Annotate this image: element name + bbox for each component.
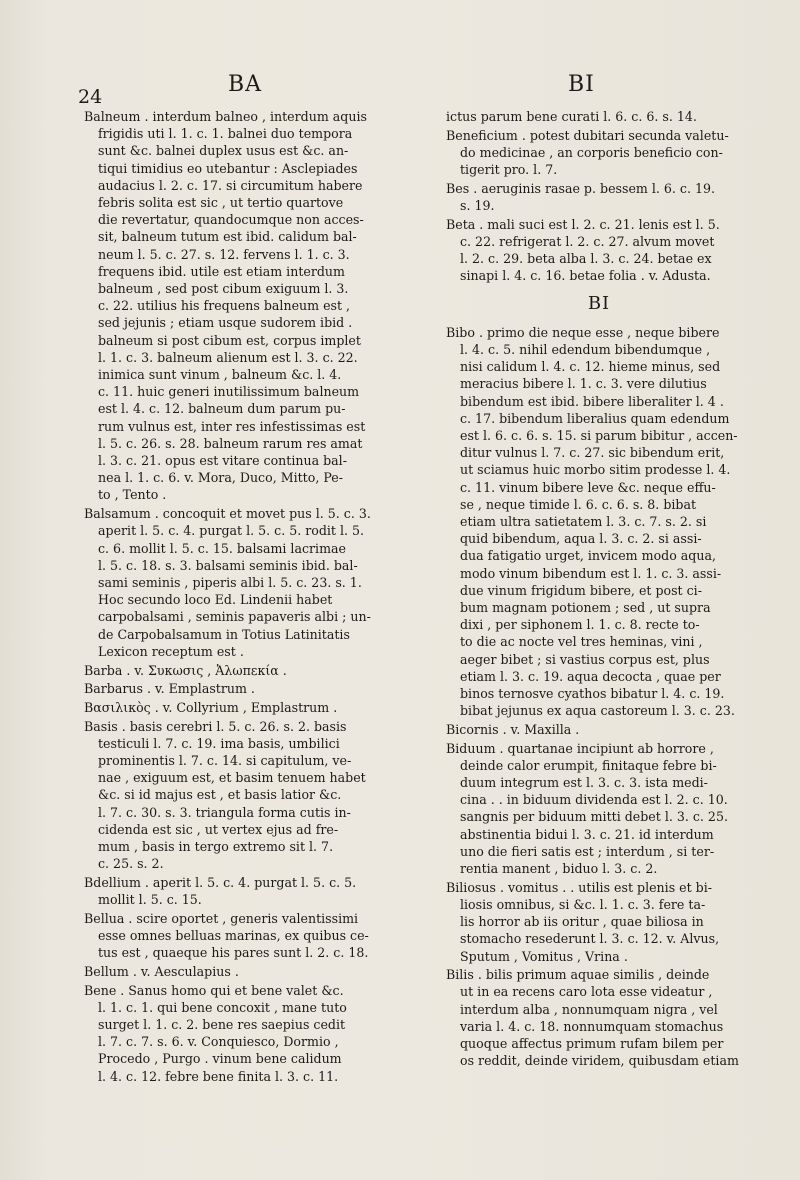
entry-line: aeger bibet ; si vastius corpus est, plus <box>460 651 710 667</box>
entry-line: meracius bibere l. 1. c. 3. vere dilutius <box>460 376 707 392</box>
entry-line: nisi calidum l. 4. c. 12. hieme minus, sed <box>460 359 721 375</box>
entry-line: lis horror ab iis oritur , quae biliosa in <box>460 914 704 930</box>
dictionary-entry <box>446 108 752 125</box>
entry-headword: Bilis <box>446 967 474 983</box>
entry-line: os reddit, deinde viridem, quibusdam etiam <box>460 1053 739 1069</box>
entry-line: . potest dubitari secunda valetu- <box>521 127 729 143</box>
entry-line: . aperit l. 5. c. 4. purgat l. 5. c. 5. <box>144 874 357 890</box>
entry-line: balneum si post cibum est, corpus implet <box>98 332 361 348</box>
entry-line: do medicinae , an corporis beneficio con- <box>460 144 723 160</box>
entry-line: l. 4. c. 5. nihil edendum bibendumque , <box>460 341 711 357</box>
entry-line: . bilis primum aquae similis , deinde <box>477 967 710 983</box>
entry-line: sed jejunis ; etiam usque sudorem ibid . <box>98 315 353 331</box>
entry-line: tus est , quaeque his pares sunt l. 2. c. 18. <box>98 945 369 961</box>
entry-line: . v. Συκωσις , Ἀλωπεκία . <box>126 662 287 678</box>
entry-line: neum l. 5. c. 27. s. 12. fervens l. 1. c. 3. <box>98 246 350 262</box>
dictionary-entry <box>84 680 390 697</box>
dictionary-entry <box>84 910 390 962</box>
entry-line: febris solita est sic , ut tertio quartove <box>98 195 344 211</box>
entry-line: se , neque timide l. 6. c. 6. s. 8. bibat <box>460 496 697 512</box>
entry-line: surget l. 1. c. 2. bene res saepius cedit <box>98 1017 346 1033</box>
entry-headword: Bes <box>446 180 470 196</box>
dictionary-entry <box>446 966 752 1069</box>
entry-line: . vomitus . . utilis est plenis et bi- <box>499 879 713 895</box>
dictionary-entry <box>84 982 390 1085</box>
entry-line: liosis omnibus, si &c. l. 1. c. 3. fere ta- <box>460 896 706 912</box>
entry-line: . quartanae incipiunt ab horrore , <box>499 740 714 756</box>
entry-line: duum integrum est l. 3. c. 3. ista medi- <box>460 775 708 791</box>
entry-line: . scire oportet , generis valentissimi <box>128 910 359 926</box>
right-column <box>446 108 752 1071</box>
entry-line: Sputum , Vomitus , Vrina . <box>460 948 628 964</box>
entry-line: . aeruginis rasae p. bessem l. 6. c. 19. <box>473 180 715 196</box>
entry-line: est l. 6. c. 6. s. 15. si parum bibitur , accen- <box>460 427 738 443</box>
left-column <box>84 108 390 1086</box>
entry-line: dixi , per siphonem l. 1. c. 8. recte to- <box>460 617 700 633</box>
entry-headword: Barba <box>84 662 123 678</box>
entry-line: frigidis uti l. 1. c. 1. balnei duo tempora <box>98 126 353 142</box>
entry-line: l. 2. c. 29. beta alba l. 3. c. 24. betae ex <box>460 251 712 267</box>
entry-line: rentia manent , biduo l. 3. c. 2. <box>460 861 658 877</box>
entry-line: audacius l. 2. c. 17. si circumitum habere <box>98 177 363 193</box>
entry-line: tiqui timidius eo utebantur : Asclepiades <box>98 160 358 176</box>
entry-line: to , Tento . <box>98 487 167 503</box>
entry-line: c. 6. mollit l. 5. c. 15. balsami lacrimae <box>98 540 346 556</box>
entry-line: . v. Aesculapius . <box>132 963 239 979</box>
entry-line: sinapi l. 4. c. 16. betae folia . v. Adusta. <box>460 268 711 284</box>
dictionary-entry <box>446 324 752 720</box>
entry-headword: Biduum <box>446 740 496 756</box>
entry-line: Procedo , Purgo . vinum bene calidum <box>98 1051 342 1067</box>
entry-line: nea l. 1. c. 6. v. Mora, Duco, Mitto, Pe- <box>98 470 343 486</box>
entry-headword: Barbarus <box>84 681 143 697</box>
dictionary-entry <box>446 127 752 179</box>
entry-line: . basis cerebri l. 5. c. 26. s. 2. basis <box>121 718 347 734</box>
dictionary-entry <box>446 879 752 965</box>
entry-line: l. 5. c. 26. s. 28. balneum rarum res amat <box>98 435 363 451</box>
entry-line: quoque affectus primum rufam bilem per <box>460 1036 724 1052</box>
entry-line: s. 19. <box>460 198 495 214</box>
entry-headword: Beneficium <box>446 127 518 143</box>
dictionary-entry <box>446 216 752 285</box>
right-main-entries <box>446 324 752 1070</box>
running-header-left: BA <box>228 72 263 97</box>
dictionary-entry <box>84 699 390 716</box>
entry-headword: Bellum <box>84 963 129 979</box>
entry-line: mum , basis in tergo extremo sit l. 7. <box>98 839 334 855</box>
entry-line: rum vulnus est, inter res infestissimas est <box>98 418 366 434</box>
entry-line: interdum alba , nonnumquam nigra , vel <box>460 1001 718 1017</box>
entry-line: &c. si id majus est , et basis latior &c. <box>98 787 342 803</box>
entry-line: uno die fieri satis est ; interdum , si ter- <box>460 843 715 859</box>
entry-line: bibendum est ibid. bibere liberaliter l. 4 . <box>460 393 724 409</box>
dictionary-entry <box>84 505 390 660</box>
dictionary-entry <box>446 180 752 214</box>
entry-headword: Βασιλικὸς <box>84 699 151 715</box>
running-header-right: BI <box>568 72 595 97</box>
entry-line: mollit l. 5. c. 15. <box>98 892 202 908</box>
entry-line: dua fatigatio urget, invicem modo aqua, <box>460 548 716 564</box>
entry-line: cina . . in biduum dividenda est l. 2. c. 10. <box>460 792 728 808</box>
entry-line: varia l. 4. c. 18. nonnumquam stomachus <box>460 1018 724 1034</box>
entry-line: deinde calor erumpit, finitaque febre bi- <box>460 757 717 773</box>
entry-line: est l. 4. c. 12. balneum dum parum pu- <box>98 401 346 417</box>
entry-line: abstinentia bidui l. 3. c. 21. id interdum <box>460 826 714 842</box>
entry-line: . primo die neque esse , neque bibere <box>478 324 720 340</box>
entry-headword: Balneum <box>84 109 141 124</box>
entry-line: c. 25. s. 2. <box>98 856 164 872</box>
entry-line: sit, balneum tutum est ibid. calidum bal- <box>98 229 357 245</box>
section-heading: BI <box>587 292 611 314</box>
right-top-entries <box>446 108 752 285</box>
entry-headword: Biliosus <box>446 879 496 895</box>
entry-line: inimica sunt vinum , balneum &c. l. 4. <box>98 367 342 383</box>
entry-line: aperit l. 5. c. 4. purgat l. 5. c. 5. rodit l. 5. <box>98 523 365 539</box>
entry-line: esse omnes belluas marinas, ex quibus ce- <box>98 928 369 944</box>
entry-line: quid bibendum, aqua l. 3. c. 2. si assi- <box>460 531 702 547</box>
entry-line: l. 7. c. 30. s. 3. triangula forma cutis in- <box>98 804 351 820</box>
dictionary-entry <box>446 721 752 738</box>
entry-line: c. 11. huic generi inutilissimum balneum <box>98 384 360 400</box>
entry-line: l. 5. c. 18. s. 3. balsami seminis ibid. bal- <box>98 557 358 573</box>
entry-headword: Basis <box>84 718 118 734</box>
entry-line: Hoc secundo loco Ed. Lindenii habet <box>98 592 333 608</box>
entry-line: bibat jejunus ex aqua castoreum l. 3. c. 23. <box>460 703 735 719</box>
entry-line: l. 7. c. 7. s. 6. v. Conquiesco, Dormio , <box>98 1034 339 1050</box>
entry-line: tigerit pro. l. 7. <box>460 162 558 178</box>
entry-line: modo vinum bibendum est l. 1. c. 3. assi- <box>460 565 722 581</box>
entry-line: sangnis per biduum mitti debet l. 3. c. 25. <box>460 809 728 825</box>
entry-line: l. 1. c. 1. qui bene concoxit , mane tuto <box>98 999 347 1015</box>
page-number: 24 <box>78 86 103 108</box>
entry-line: ictus parum bene curati l. 6. c. 6. s. 14. <box>446 109 697 124</box>
entry-line: . v. Collyrium , Emplastrum . <box>154 699 338 715</box>
entry-headword: Bdellium <box>84 874 141 890</box>
entry-headword: Bicornis <box>446 721 499 737</box>
entry-line: testiculi l. 7. c. 19. ima basis, umbilici <box>98 735 340 751</box>
entry-line: etiam ultra satietatem l. 3. c. 7. s. 2. si <box>460 513 707 529</box>
entry-line: cidenda est sic , ut vertex ejus ad fre- <box>98 821 339 837</box>
entry-headword: Bellua <box>84 910 125 926</box>
entry-line: binos ternosve cyathos bibatur l. 4. c. 19. <box>460 686 725 701</box>
entry-line: carpobalsami , seminis papaveris albi ; un- <box>98 609 371 625</box>
entry-line: due vinum frigidum bibere, et post ci- <box>460 582 702 598</box>
entry-headword: Bene <box>84 982 117 998</box>
entry-line: sunt &c. balnei duplex usus est &c. an- <box>98 143 349 159</box>
entry-line: l. 4. c. 12. febre bene finita l. 3. c. 11. <box>98 1068 339 1084</box>
entry-line: . Sanus homo qui et bene valet &c. <box>120 982 344 998</box>
entry-line: sami seminis , piperis albi l. 5. c. 23. s. 1. <box>98 574 362 590</box>
entry-line: . v. Emplastrum . <box>146 681 255 697</box>
entry-line: stomacho resederunt l. 3. c. 12. v. Alvus, <box>460 931 720 947</box>
entry-line: prominentis l. 7. c. 14. si capitulum, ve- <box>98 753 352 769</box>
entry-line: ut sciamus huic morbo sitim prodesse l. 4. <box>460 462 731 478</box>
entry-line: die revertatur, quandocumque non acces- <box>98 212 364 228</box>
entry-headword: Bibo <box>446 324 475 340</box>
entry-line: balneum , sed post cibum exiguum l. 3. <box>98 281 349 297</box>
entry-line: c. 22. refrigerat l. 2. c. 27. alvum movet <box>460 233 715 249</box>
dictionary-entry <box>84 874 390 908</box>
entry-line: . mali suci est l. 2. c. 21. lenis est l. 5. <box>479 216 720 232</box>
entry-line: l. 1. c. 3. balneum alienum est l. 3. c. 22. <box>98 349 358 365</box>
entry-line: l. 3. c. 21. opus est vitare continua bal- <box>98 453 347 469</box>
entry-headword: Balsamum <box>84 506 151 522</box>
dictionary-entry <box>446 740 752 878</box>
entry-line: . v. Maxilla . <box>502 721 580 737</box>
entry-line: ditur vulnus l. 7. c. 27. sic bibendum erit, <box>460 445 725 461</box>
entry-line: Lexicon receptum est . <box>98 643 244 659</box>
entry-line: frequens ibid. utile est etiam interdum <box>98 263 345 279</box>
entry-line: etiam l. 3. c. 19. aqua decocta , quae per <box>460 668 721 684</box>
entry-line: c. 11. vinum bibere leve &c. neque effu- <box>460 479 716 495</box>
entry-line: . interdum balneo , interdum aquis <box>144 109 367 124</box>
entry-headword: Beta <box>446 216 476 232</box>
entry-line: nae , exiguum est, et basim tenuem habet <box>98 770 366 786</box>
entry-line: de Carpobalsamum in Totius Latinitatis <box>98 626 350 642</box>
dictionary-entry <box>84 108 390 504</box>
entry-line: ut in ea recens caro lota esse videatur , <box>460 984 713 1000</box>
entry-line: . concoquit et movet pus l. 5. c. 3. <box>154 506 371 522</box>
entry-line: bum magnam potionem ; sed , ut supra <box>460 599 711 615</box>
dictionary-entry <box>84 963 390 980</box>
entry-line: c. 17. bibendum liberalius quam edendum <box>460 410 730 426</box>
dictionary-entry <box>84 718 390 873</box>
entry-line: c. 22. utilius his frequens balneum est , <box>98 298 351 314</box>
entry-line: to die ac nocte vel tres heminas, vini , <box>460 634 703 650</box>
dictionary-entry <box>84 662 390 679</box>
